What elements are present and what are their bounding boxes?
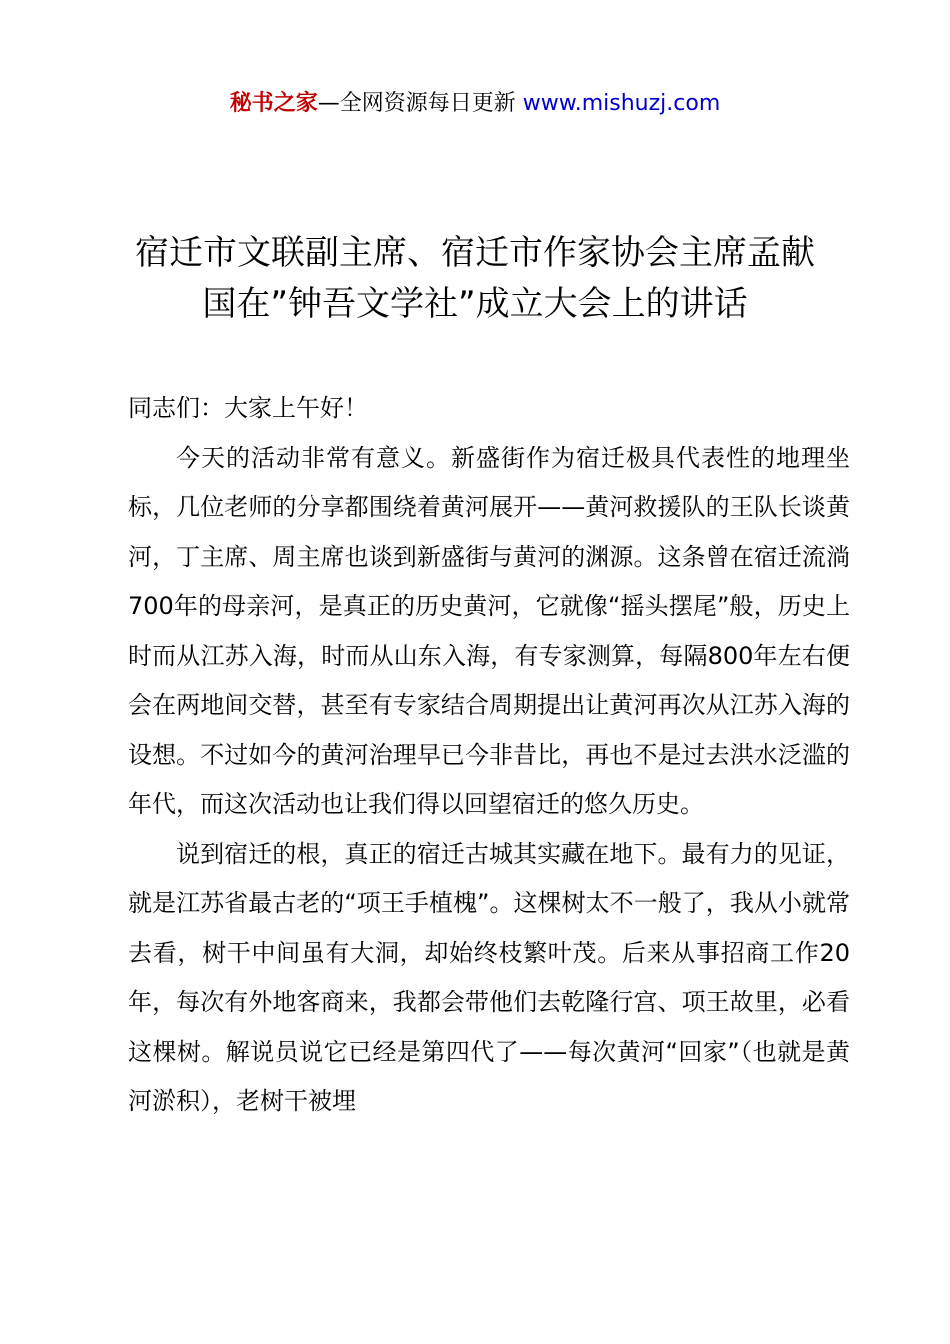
body-paragraph: 今天的活动非常有意义。新盛街作为宿迁极具代表性的地理坐标，几位老师的分享都围绕着黄河展开——黄河救援队的王队长谈黄河，丁主席、周主席也谈到新盛街与黄河的渊源。这条曾在宿迁流淌700年的母亲河，是真正的历史黄河，它就像“摇头摆尾”般，历史上时而从江苏入海，时而从山东入海，有专家测算，每隔800年左右便会在两地间交替，甚至有专家结合周期提出让黄河再次从江苏入海的设想。不过如今的黄河治理早已今非昔比，再也不是过去洪水泛滥的年代，而这次活动也让我们得以回望宿迁的悠久历史。 bbox=[128, 443, 850, 818]
title-line-1: 宿迁市文联副主席、宿迁市作家协会主席孟献 bbox=[135, 233, 815, 273]
document-title bbox=[100, 228, 850, 330]
header-tagline: —全网资源每日更新 bbox=[317, 91, 523, 116]
brand-name: 秘书之家 bbox=[229, 91, 318, 116]
salutation: 同志们：大家上午好！ bbox=[128, 394, 368, 422]
site-url-link[interactable]: www.mishuzj.com bbox=[522, 91, 721, 116]
body-paragraph: 说到宿迁的根，真正的宿迁古城其实藏在地下。最有力的见证，就是江苏省最古老的“项王手植槐”。这棵树太不一般了，我从小就常去看，树干中间虽有大洞，却始终枝繁叶茂。后来从事招商工作20年，每次有外地客商来，我都会带他们去乾隆行宫、项王故里，必看这棵树。解说员说它已经是第四代了——每次黄河“回家”（也就是黄河淤积），老树干被埋 bbox=[128, 839, 850, 1115]
title-line-2: 国在”钟吾文学社”成立大会上的讲话 bbox=[202, 284, 748, 324]
page-header bbox=[0, 86, 950, 122]
document-body bbox=[128, 384, 850, 1127]
